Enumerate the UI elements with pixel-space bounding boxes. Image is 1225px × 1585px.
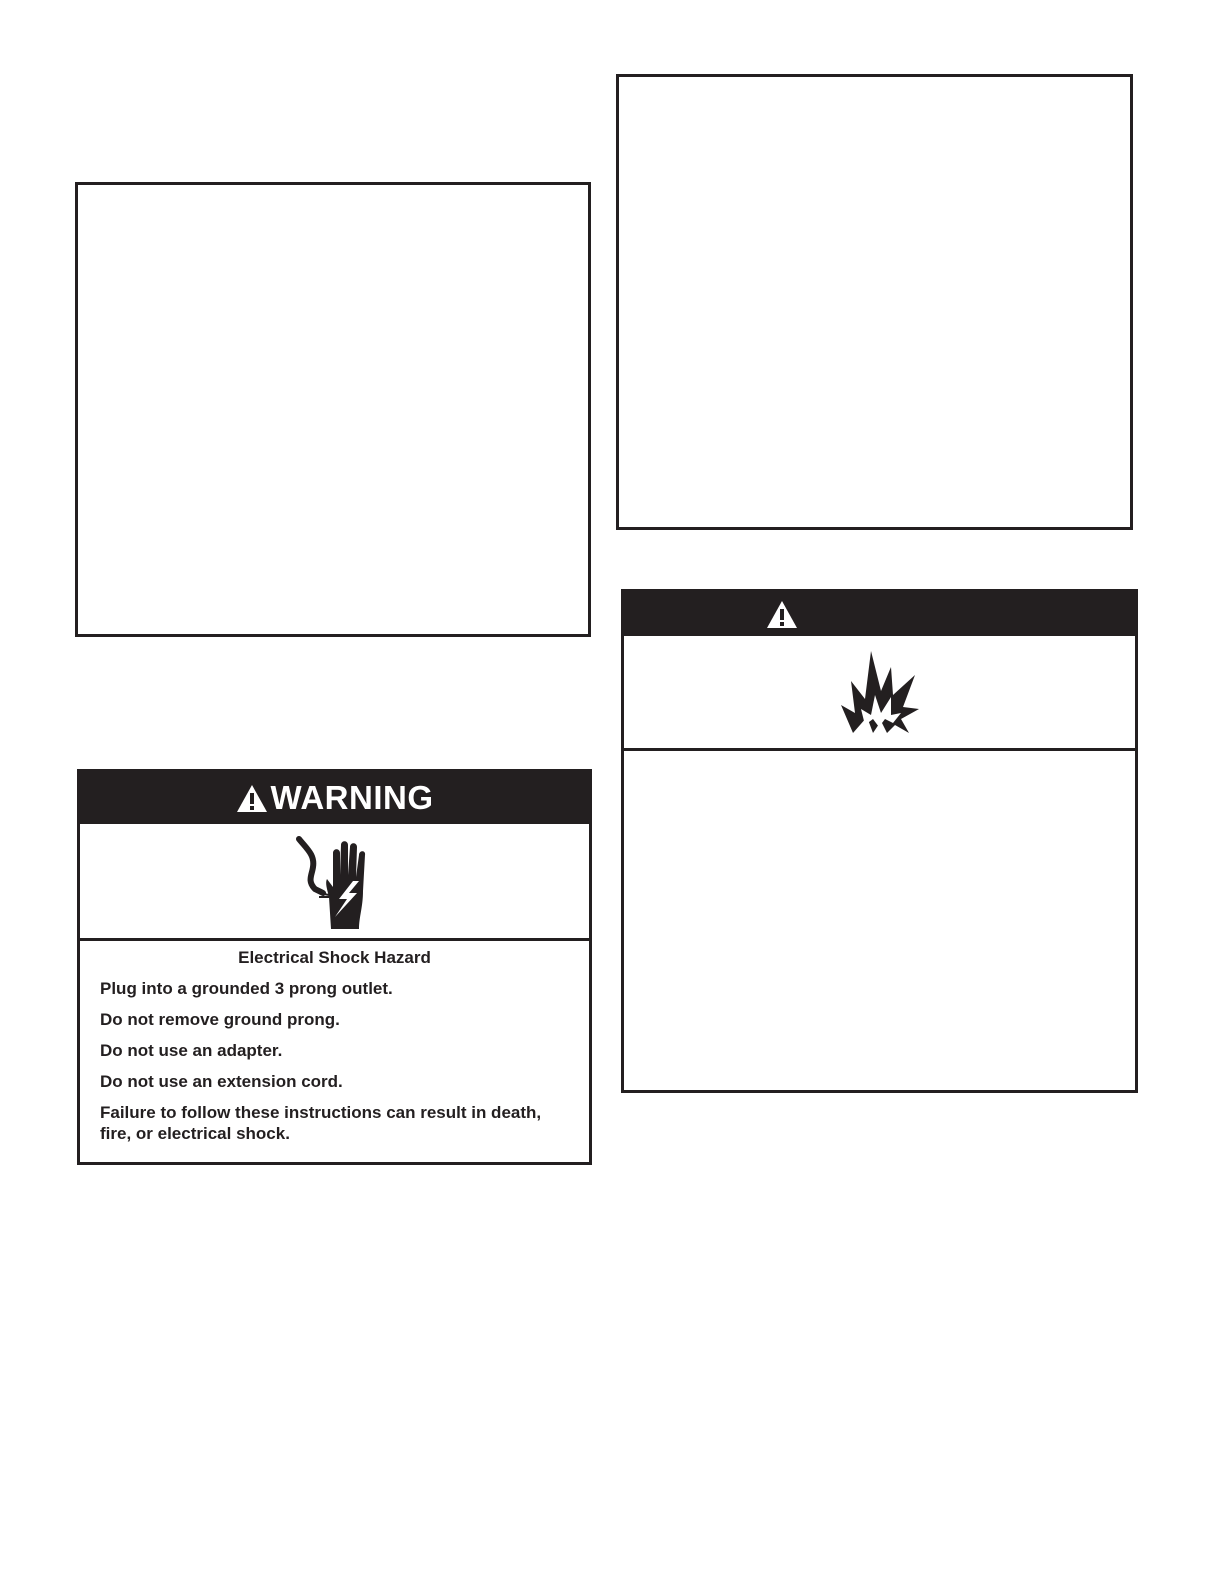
explosion-hazard-warning (621, 589, 1138, 1093)
instruction-line: Do not remove ground prong. (100, 1010, 340, 1029)
hazard-icon-panel (80, 824, 589, 941)
empty-content-box-right (616, 74, 1133, 530)
hazard-icon-panel (624, 636, 1135, 751)
warning-text (80, 948, 589, 1144)
warning-triangle-icon (236, 784, 268, 813)
warning-banner (624, 592, 1135, 636)
instruction-line: Do not use an extension cord. (100, 1072, 343, 1091)
signal-word: WARNING (270, 779, 434, 816)
electrical-shock-hand-icon (285, 831, 385, 931)
warning-triangle-icon (766, 600, 798, 629)
empty-content-box-left (75, 182, 591, 637)
warning-banner (80, 772, 589, 824)
instruction-line: Do not use an adapter. (100, 1041, 283, 1060)
hazard-title: Electrical Shock Hazard (238, 948, 431, 967)
instruction-line: Failure to follow these instructions can result in death, fire, or electrical shock. (100, 1103, 542, 1143)
explosion-icon (835, 647, 925, 737)
electrical-shock-warning (77, 769, 592, 1165)
instruction-line: Plug into a grounded 3 prong outlet. (100, 979, 393, 998)
